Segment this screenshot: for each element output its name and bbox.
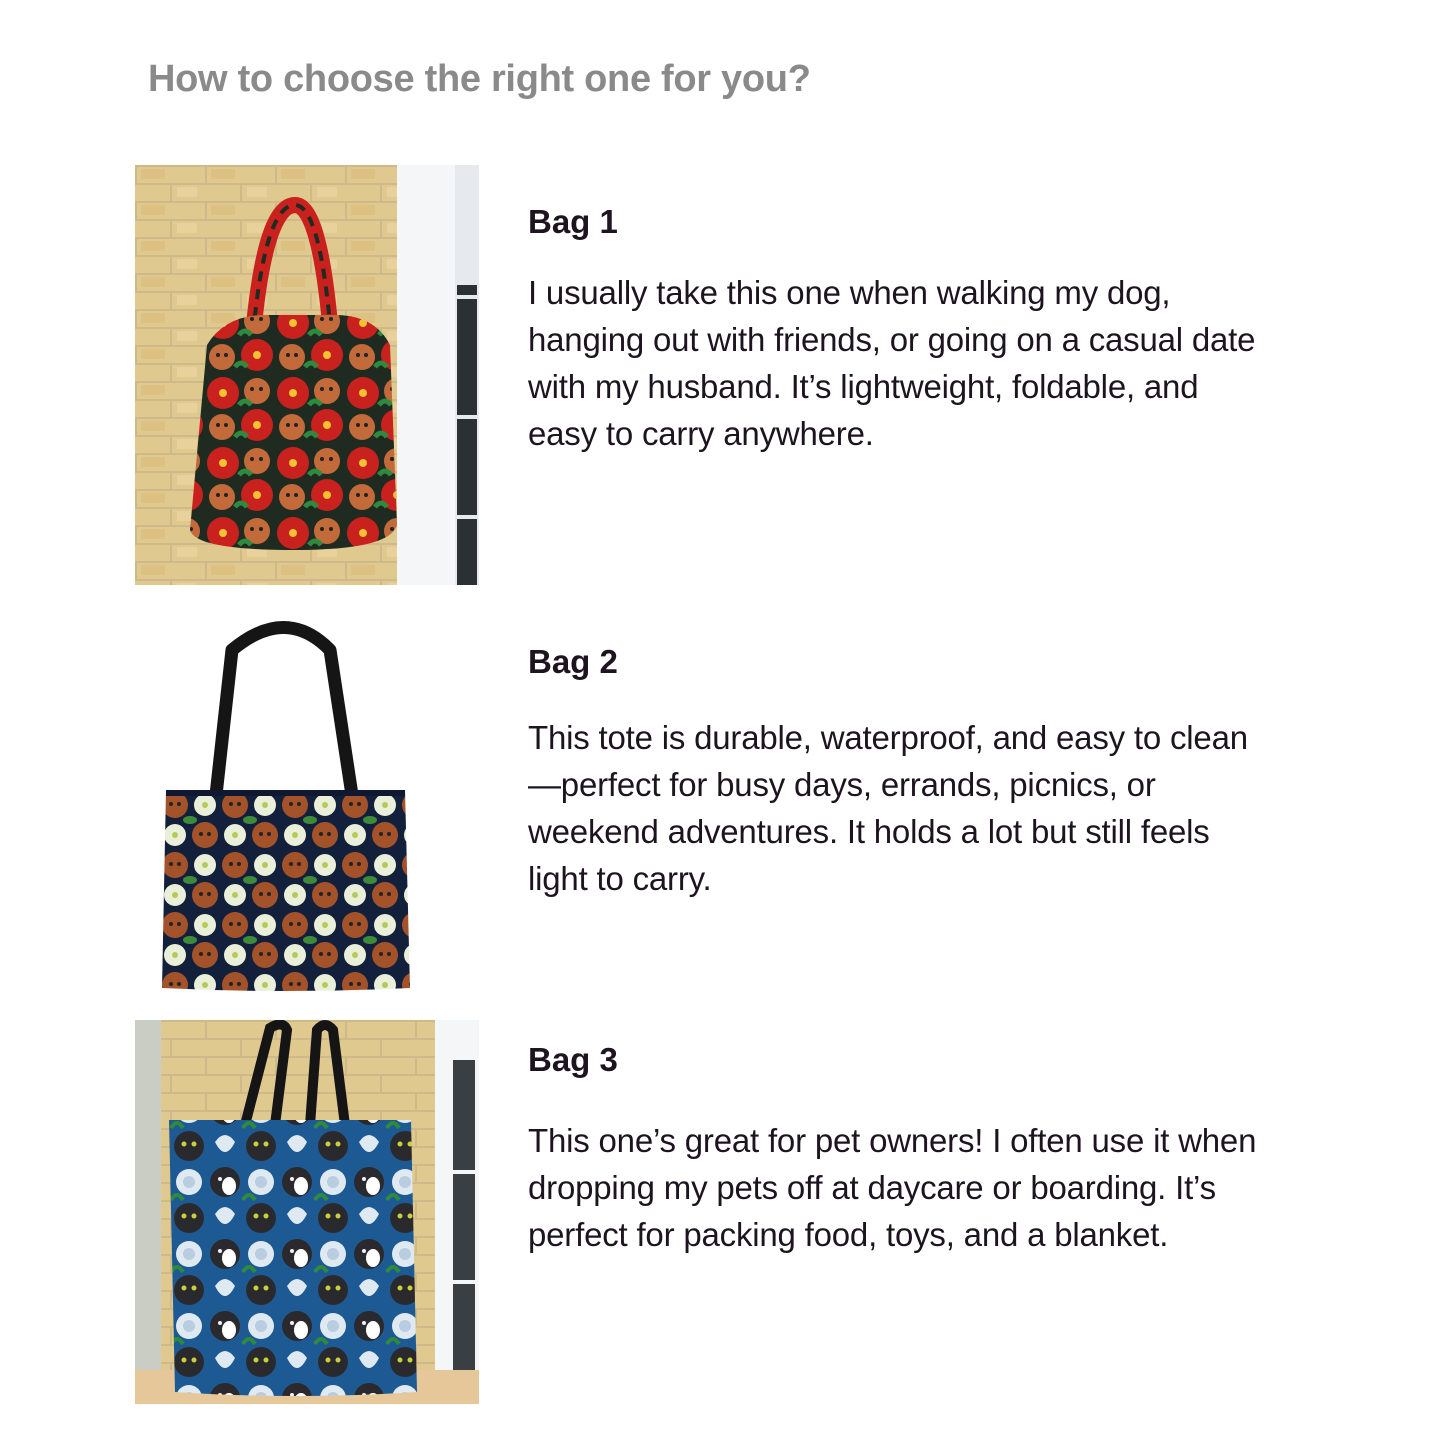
red-floral-poodle-tote-photo-icon [135,165,479,585]
navy-floral-poodle-tote-photo-icon [160,610,412,995]
bag-3-heading: Bag 3 [528,1041,618,1078]
bag-3-description: This one’s great for pet owners! I often use it when dropping my pets off at daycare or boarding. It’s perfect for packing food, toys, and a blanket. [528,1122,1257,1253]
bag-1-description: I usually take this one when walking my dog, hanging out with friends, or going on a casual date with my husband. It’s lightweight, foldable, and easy to carry anywhere. [528,274,1256,452]
bag-1-heading: Bag 1 [528,203,618,240]
bag-2-description: This tote is durable, waterproof, and easy to clean—perfect for busy days, errands, picnics, or weekend adventures. It holds a lot but still feels light to carry. [528,719,1248,897]
bag-2-heading: Bag 2 [528,643,618,680]
bag-3-photo [135,1020,479,1404]
page-title: How to choose the right one for you? [148,58,811,100]
bag-2-photo [160,610,412,995]
bag-1-photo [135,165,479,585]
blue-floral-pet-tote-photo-icon [135,1020,479,1404]
